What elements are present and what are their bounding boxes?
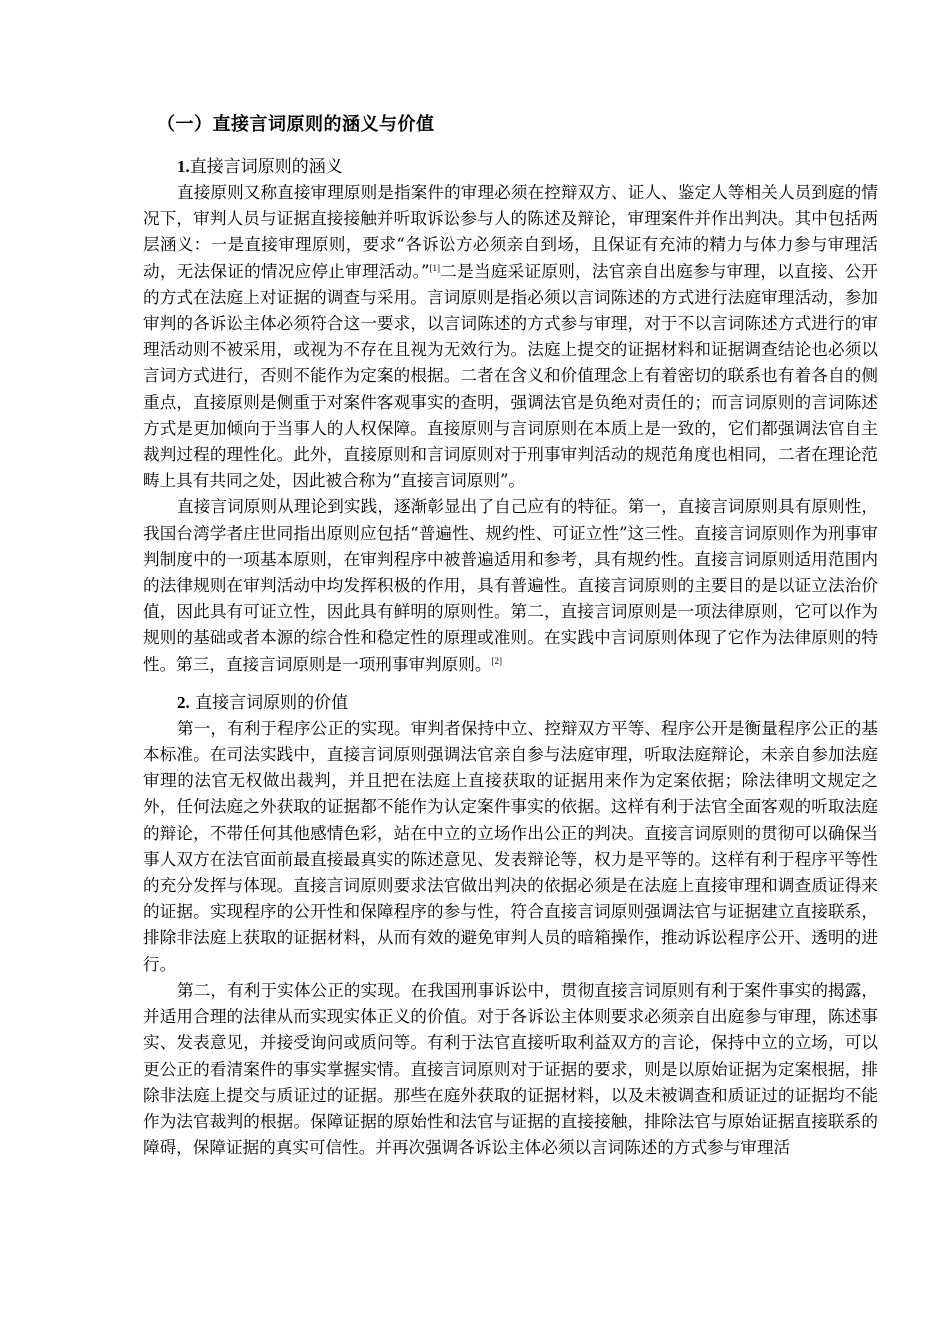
footnote-ref[interactable]: [2] — [491, 655, 502, 666]
paragraph-text: 二是当庭采证原则，法官亲自出庭参与审理，以直接、公开的方式在法庭上对证据的调查与采用。言词原则是指必须以言词陈述的方式进行法庭审理活动，参加审判的各诉讼主体必须符合这一要求，以言词陈述的方式参与审理，对于不以言词陈述方式进行的审理活动则不被采用，或视为不存在且视为无效行为。法庭上提交的证据材料和证据调查结论也必须以言词方式进行，否则不能作为定案的根据。二者在含义和价值理念上有着密切的联系也有着各自的侧重点，直接原则是侧重于对案件客观事实的查明，强调法官是负绝对责任的；而言词原则的言词陈述方式是更加倾向于当事人的人权保障。直接原则与言词原则在本质上是一致的，它们都强调法官自主裁判过程的理性化。此外，直接原则和言词原则对于刑事审判活动的规范角度也相同，二者在理论范畴上具有共同之处，因此被合称为“直接言词原则”。 — [143, 261, 879, 491]
section-title: （一）直接言词原则的涵义与价值 — [157, 114, 435, 135]
paragraph-definition — [143, 180, 878, 494]
paragraph-substantive-justice: 第二，有利于实体公正的实现。在我国刑事诉讼中，贯彻直接言词原则有利于案件事实的揭露，并适用合理的法律从而实现实体正义的价值。对于各诉讼主体则要求必须亲自出庭参与审理，陈述事实、发表意见，并接受询问或质问等。有利于法官直接听取利益双方的言论，保持中立的立场，可以更公正的看清案件的事实掌握实情。直接言词原则对于证据的要求，则是以原始证据为定案根据，排除非法庭上提交与质证过的证据。那些在庭外获取的证据材料，以及未被调查和质证过的证据均不能作为法官裁判的根据。保障证据的原始性和法官与证据的直接接触，排除法官与原始证据直接联系的障碍，保障证据的真实可信性。并再次强调各诉讼主体必须以言词陈述的方式参与审理活 — [143, 980, 878, 1158]
paragraph-text: 直接原则又称直接审理原则是指案件的审理必须在控辩双方、证人、鉴定人等相关人员到庭的情况下，审判人员与证据直接接触并听取诉讼参与人的陈述及辩论，审理案件并作出判决。其中包括两层涵义：一是直接审理原则，要求“各诉讼方必须亲自到场，且保证有充沛的精力与体力参与审理活动，无法保证的情况应停止审理活动。” — [143, 183, 878, 281]
paragraph-features — [143, 494, 878, 677]
footnote-ref[interactable]: [1] — [429, 262, 441, 273]
subheading-value — [177, 690, 878, 716]
subheading-meaning — [177, 154, 878, 180]
subheading-text: 直接言词原则的涵义 — [189, 157, 343, 177]
paragraph-gap — [143, 678, 878, 690]
subheading-number: 1. — [177, 157, 190, 176]
subheading-text: 直接言词原则的价值 — [189, 692, 349, 713]
page-body — [143, 112, 878, 1161]
paragraph-text: 直接言词原则从理论到实践，逐渐彰显出了自己应有的特征。第一，直接言词原则具有原则性，我国台湾学者庄世同指出原则应包括“普遍性、规约性、可证立性”这三性。直接言词原则作为刑事审判制度中的一项基本原则，在审判程序中被普遍适用和参考，具有规约性。直接言词原则适用范围内的法律规则在审判活动中均发挥积极的作用，具有普遍性。直接言词原则的主要目的是以证立法治价值，因此具有可证立性，因此具有鲜明的原则性。第二，直接言词原则是一项法律原则，它可以作为规则的基础或者本源的综合性和稳定性的原理或准则。在实践中言词原则体现了它作为法律原则的特性。第三，直接言词原则是一项刑事审判原则。 — [143, 497, 878, 674]
paragraph-procedural-justice: 第一，有利于程序公正的实现。审判者保持中立、控辩双方平等、程序公开是衡量程序公正的基本标准。在司法实践中，直接言词原则强调法官亲自参与法庭审理，听取法庭辩论，未亲自参加法庭审理的法官无权做出裁判，并且把在法庭上直接获取的证据用来作为定案依据；除法律明文规定之外，任何法庭之外获取的证据都不能作为认定案件事实的依据。这样有利于法官全面客观的听取法庭的辩论，不带任何其他感情色彩，站在中立的立场作出公正的判决。直接言词原则的贯彻可以确保当事人双方在法官面前最直接最真实的陈述意见、发表辩论等，权力是平等的。这样有利于程序平等性的充分发挥与体现。直接言词原则要求法官做出判决的依据必须是在法庭上直接审理和调查质证得来的证据。实现程序的公开性和保障程序的参与性，符合直接言词原则强调法官与证据建立直接联系，排除非法庭上获取的证据材料，从而有效的避免审判人员的暗箱操作，推动诉讼程序公开、透明的进行。 — [143, 718, 878, 974]
subheading-number: 2. — [177, 692, 190, 712]
